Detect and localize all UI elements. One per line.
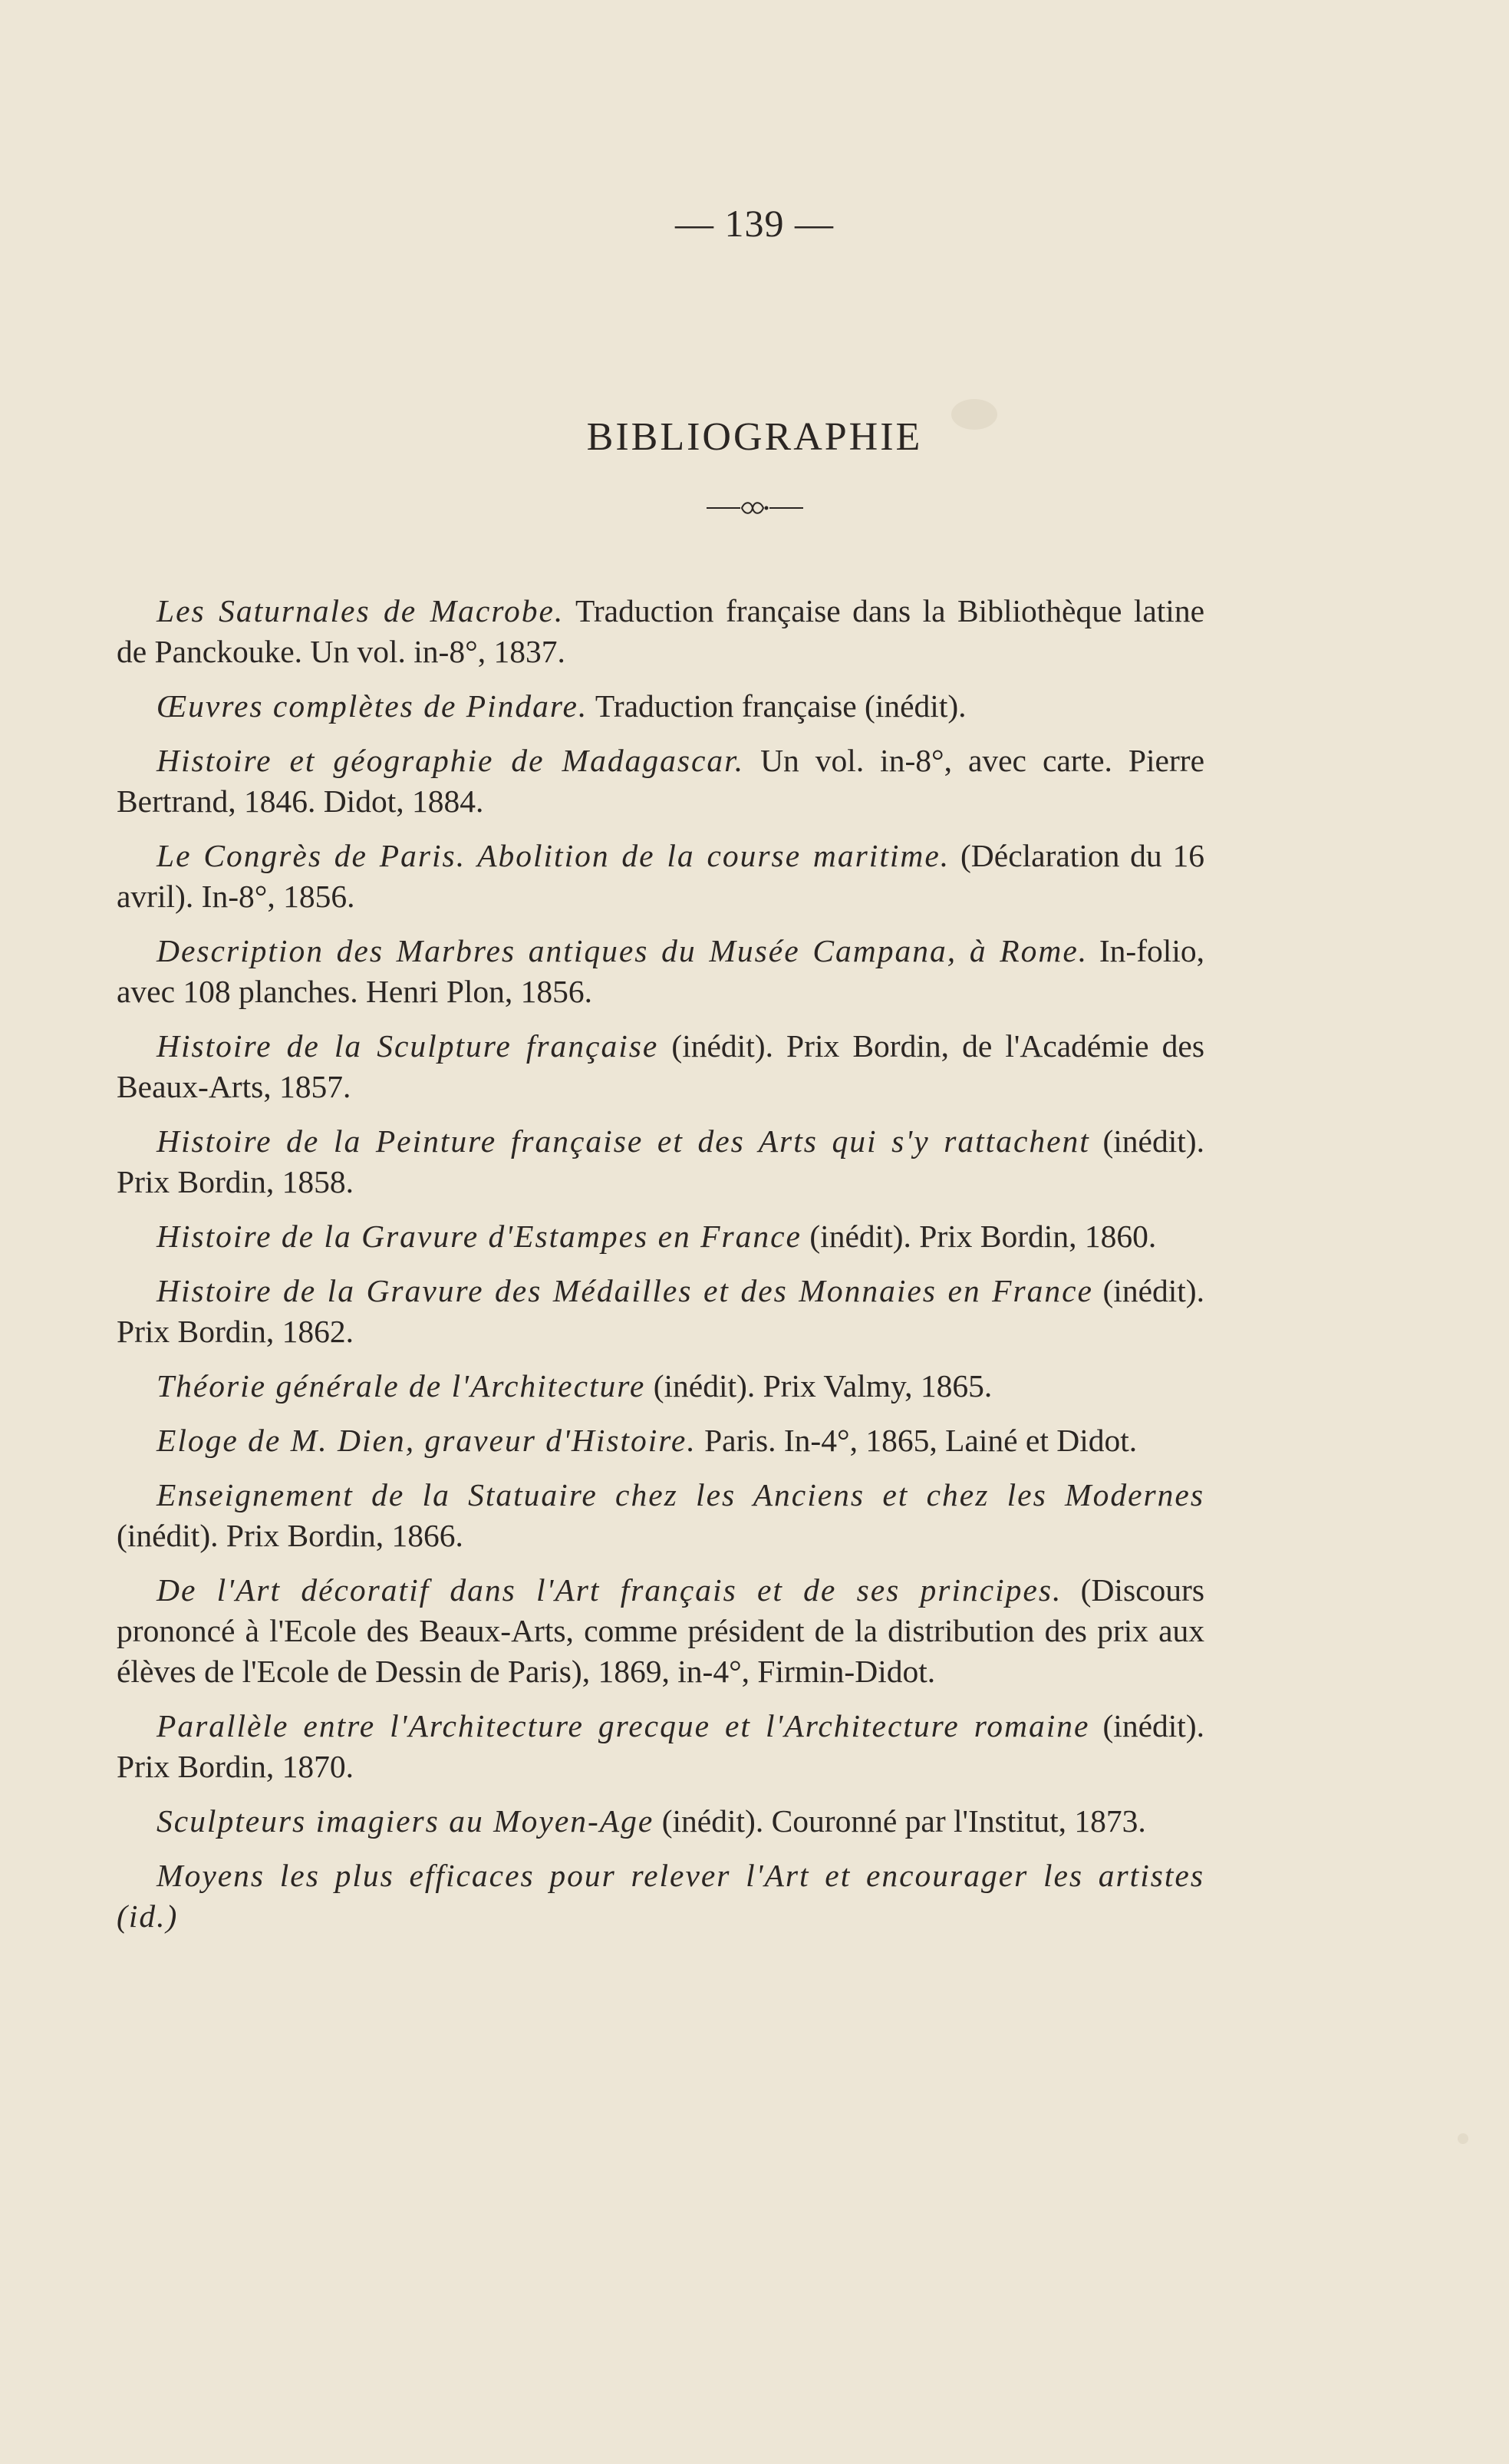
bibliography-list (117, 591, 1204, 1951)
section-heading: BIBLIOGRAPHIE (586, 415, 923, 459)
entry-title: Sculpteurs imagiers au Moyen-Age (157, 1803, 654, 1839)
bibliography-entry (117, 1026, 1204, 1107)
entry-details: Un vol. in-8°, avec carte. Pierre Bertrand, 1846. Didot, 1884. (117, 743, 1204, 819)
entry-title: Histoire de la Gravure d'Estampes en France (157, 1219, 802, 1254)
entry-title: Les Saturnales de Macrobe. (157, 593, 565, 628)
entry-details: (inédit). Couronné par l'Institut, 1873. (654, 1803, 1146, 1839)
bibliography-entry (117, 591, 1204, 672)
entry-title: De l'Art décoratif dans l'Art français et de ses principes. (157, 1572, 1063, 1608)
entry-details: (Discours prononcé à l'Ecole des Beaux-Arts, comme président de la distribution des prix aux élèves de l'Ecole de Dessin de Paris), 1869, in-4°, Firmin-Didot. (117, 1572, 1204, 1689)
bibliography-entry (117, 1121, 1204, 1202)
bibliography-entry (117, 1216, 1204, 1257)
entry-details: (inédit). Prix Bordin, 1858. (117, 1123, 1204, 1199)
entry-title: Parallèle entre l'Architecture grecque et l'Architecture romaine (157, 1708, 1090, 1743)
bibliography-entry (117, 1475, 1204, 1556)
ornament-divider-icon (705, 499, 805, 517)
paper-stain (1458, 2133, 1468, 2144)
page-number: — 139 — (675, 202, 834, 245)
entry-title: Moyens les plus efficaces pour relever l'Art et encourager les artistes (id.) (117, 1858, 1204, 1934)
bibliography-entry (117, 1420, 1204, 1461)
ornament-divider (0, 499, 1509, 522)
entry-details: Paris. In-4°, 1865, Lainé et Didot. (696, 1423, 1138, 1458)
bibliography-entry (117, 1570, 1204, 1692)
entry-title: Œuvres complètes de Pindare. (157, 688, 588, 724)
entry-details: Traduction française (inédit). (588, 688, 967, 724)
entry-details: Traduction française dans la Bibliothèque latine de Panckouke. Un vol. in-8°, 1837. (117, 593, 1204, 669)
entry-title: Histoire et géographie de Madagascar. (157, 743, 745, 778)
bibliography-entry (117, 1855, 1204, 1937)
entry-details: (inédit). Prix Bordin, de l'Académie des Beaux-Arts, 1857. (117, 1028, 1204, 1104)
entry-details: (inédit). Prix Bordin, 1870. (117, 1708, 1205, 1784)
entry-details: (Déclaration du 16 avril). In-8°, 1856. (117, 838, 1204, 914)
entry-title: Enseignement de la Statuaire chez les Anciens et chez les Modernes (157, 1477, 1204, 1512)
entry-details: (inédit). Prix Bordin, 1862. (117, 1273, 1204, 1349)
bibliography-entry (117, 1366, 1204, 1407)
entry-title: Eloge de M. Dien, graveur d'Histoire. (157, 1423, 697, 1458)
entry-details: (inédit). Prix Valmy, 1865. (645, 1368, 993, 1404)
bibliography-entry (117, 1271, 1204, 1352)
entry-title: Description des Marbres antiques du Musée Campana, à Rome. (157, 933, 1089, 968)
entry-details: (inédit). Prix Bordin, 1860. (801, 1219, 1157, 1254)
bibliography-entry (117, 686, 1204, 727)
bibliography-entry (117, 741, 1204, 822)
entry-title: Histoire de la Gravure des Médailles et des Monnaies en France (157, 1273, 1093, 1308)
entry-title: Théorie générale de l'Architecture (157, 1368, 646, 1404)
bibliography-entry (117, 1706, 1204, 1787)
entry-title: Le Congrès de Paris. Abolition de la course maritime. (157, 838, 951, 873)
entry-details: (inédit). Prix Bordin, 1866. (117, 1518, 463, 1553)
bibliography-entry (117, 1801, 1204, 1842)
bibliography-entry (117, 836, 1204, 917)
bibliography-entry (117, 931, 1204, 1012)
entry-details: In-folio, avec 108 planches. Henri Plon, 1856. (117, 933, 1204, 1009)
entry-title: Histoire de la Peinture française et des Arts qui s'y rattachent (157, 1123, 1090, 1159)
entry-title: Histoire de la Sculpture française (157, 1028, 659, 1064)
